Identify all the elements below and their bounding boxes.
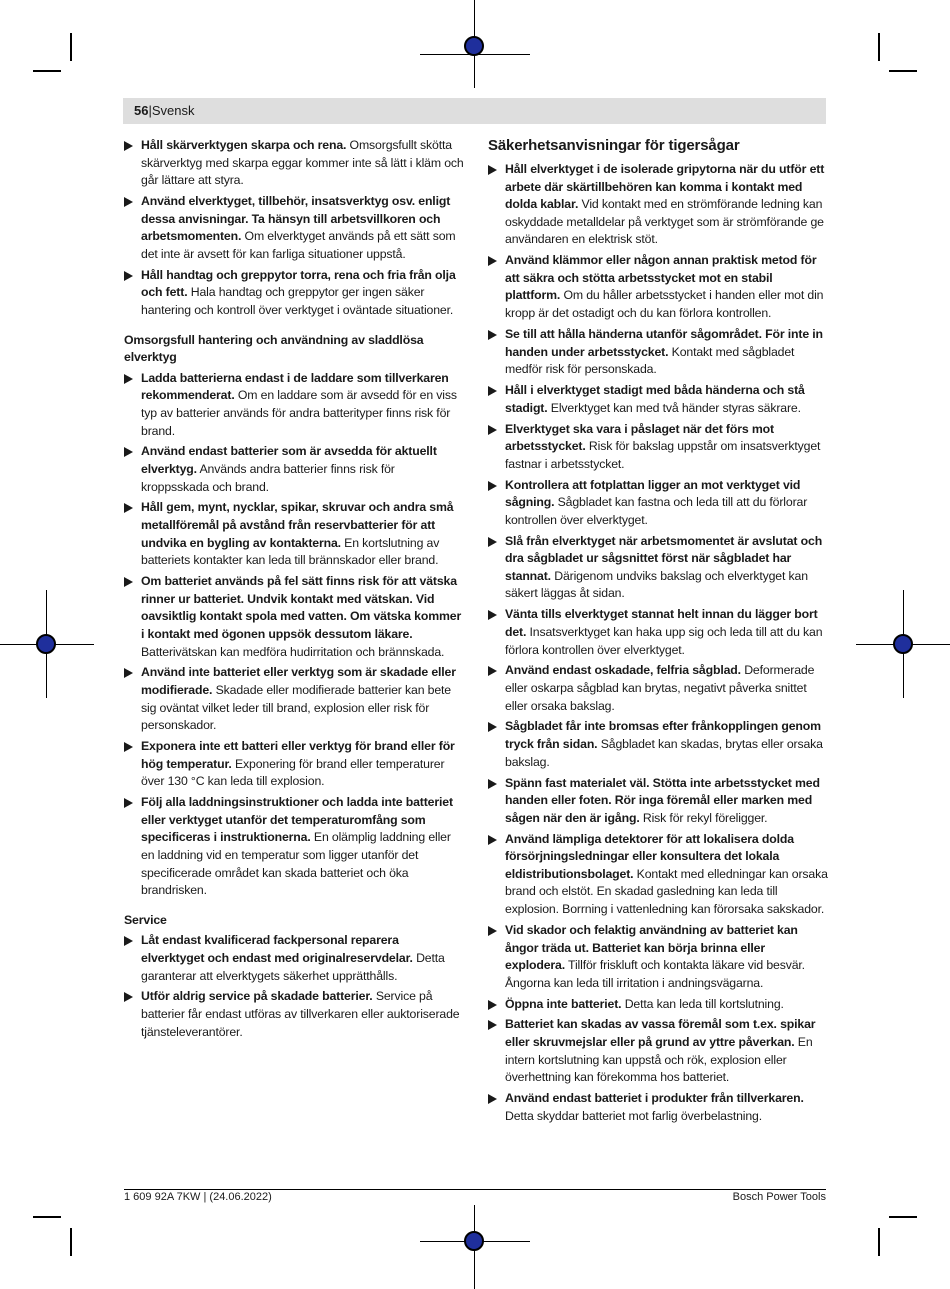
bullet-triangle-icon — [124, 197, 133, 207]
bullet-triangle-icon — [488, 537, 497, 547]
bullet-item — [488, 1016, 828, 1086]
left-group-3 — [124, 932, 464, 1041]
bullet-bold-text: Använd endast oskadade, felfria sågblad. — [505, 663, 741, 678]
bullet-bold-text: Utför aldrig service på skadade batterier. — [141, 989, 373, 1004]
footer-doc-code: 1 609 92A 7KW | (24.06.2022) — [124, 1191, 272, 1203]
left-group-1 — [124, 137, 464, 320]
section-title: Säkerhetsanvisningar för tigersågar — [488, 137, 740, 154]
bullet-item — [488, 161, 828, 249]
page-number: 56 — [134, 103, 149, 118]
bullet-item — [124, 988, 464, 1041]
bullet-body-text: Detta garanterar att elverktygets säkerhet upprätthålls. — [141, 950, 445, 983]
bullet-triangle-icon — [124, 503, 133, 513]
bullet-bold-text: Elverktyget ska vara i påslaget när det förs mot arbetsstycket. — [505, 421, 774, 454]
bullet-item — [488, 662, 828, 715]
crop-mark — [33, 1216, 61, 1218]
bullet-item — [488, 533, 828, 603]
bullet-bold-text: Håll skärverktygen skarpa och rena. — [141, 138, 347, 152]
bullet-item — [124, 738, 464, 791]
bullet-triangle-icon — [488, 481, 497, 491]
bullet-body-text: Sågbladet kan skadas, brytas eller orsaka bakslag. — [505, 737, 823, 769]
bullet-body-text: En olämplig laddning eller en laddning vid en temperatur som ligger utanför det specificerade området kan skada batteriet och öka brandrisken. — [141, 830, 451, 898]
registration-mark-icon — [893, 634, 913, 654]
bullet-bold-text: Vid skador och felaktig användning av batteriet kan ångor träda ut. Batteriet kan börja brinna eller explodera. — [505, 922, 798, 973]
subheading-cordless-tools: Omsorgsfull hantering och användning av sladdlösa elverktyg — [124, 332, 424, 365]
bullet-body-text: En kortslutning av batteriets kontakter kan leda till brännskador eller brand. — [141, 535, 440, 568]
bullet-item — [488, 252, 828, 322]
header-separator: | — [148, 103, 152, 118]
bullet-body-text: Hala handtag och greppytor ger ingen säker hantering och kontroll över verktyget i oväntade situationer. — [141, 285, 454, 317]
bullet-bold-text: Sågbladet får inte bromsas efter frånkopplingen genom tryck från sidan. — [505, 719, 821, 752]
bullet-triangle-icon — [124, 271, 133, 281]
bullet-item — [124, 499, 464, 569]
bullet-body-text: Kontakt med sågbladet medför risk för personskada. — [505, 344, 795, 377]
footer-brand: Bosch Power Tools — [732, 1191, 826, 1203]
bullet-body-text: Vid kontakt med en strömförande ledning kan oskyddade metalldelar på verktyget som är strömförande ge användaren en elektrisk stöt. — [505, 197, 824, 247]
bullet-triangle-icon — [124, 374, 133, 384]
bullet-body-text: Omsorgsfullt skötta skärverktyg med skarpa eggar kommer inte så lätt i kläm och går lättare att styra. — [141, 138, 464, 188]
subheading-service: Service — [124, 912, 167, 927]
bullet-triangle-icon — [488, 256, 497, 266]
bullet-body-text: Exponering för brand eller temperaturer över 130 °C kan leda till explosion. — [141, 756, 445, 789]
bullet-item — [488, 1090, 828, 1125]
bullet-item — [124, 443, 464, 496]
bullet-body-text: Insatsverktyget kan haka upp sig och leda till att du kan förlora kontrollen över elverktyget. — [505, 624, 823, 657]
bullet-bold-text: Använd lämpliga detektorer för att lokalisera dolda försörjningsledningar eller konsultera det lokala eldistributionsbolaget. — [505, 831, 794, 881]
bullet-bold-text: Om batteriet används på fel sätt finns risk för att vätska rinner ur batteriet. Undvik kontakt med vätskan. Vid oavsiktlig kontakt spola med vatten. Om vätska kommer i kontakt med ögonen uppsök dessutom läkare. — [141, 574, 462, 641]
bullet-body-text: Detta skyddar batteriet mot farlig överbelastning. — [505, 1108, 763, 1123]
bullet-body-text: Används andra batterier finns risk för kroppsskada och brand. — [141, 461, 395, 494]
crop-mark — [889, 1216, 917, 1218]
bullet-bold-text: Ladda batterierna endast i de laddare som tillverkaren rekommenderat. — [141, 370, 449, 403]
bullet-bold-text: Använd klämmor eller någon annan praktisk metod för att säkra och stötta arbetsstycket mot en stabil plattform. — [505, 253, 817, 303]
bullet-triangle-icon — [124, 936, 133, 946]
bullet-item — [124, 932, 464, 985]
bullet-item — [488, 326, 828, 379]
bullet-bold-text: Öppna inte batteriet. — [505, 996, 622, 1011]
left-group-2 — [124, 370, 464, 900]
bullet-item — [488, 831, 828, 919]
bullet-item — [124, 794, 464, 900]
bullet-body-text: Om elverktyget används på ett sätt som det inte är avsett för kan farliga situationer uppstå. — [141, 229, 456, 261]
header-language: Svensk — [151, 103, 195, 118]
crop-mark — [889, 70, 917, 72]
page-header — [134, 103, 195, 118]
bullet-body-text: Om en laddare som är avsedd för en viss typ av batterier används för andra batterityper finns risk för brand. — [141, 388, 457, 438]
bullet-triangle-icon — [124, 141, 133, 151]
bullet-bold-text: Håll i elverktyget stadigt med båda händerna och stå stadigt. — [505, 383, 805, 415]
bullet-item — [124, 573, 464, 661]
bullet-triangle-icon — [488, 722, 497, 732]
footer-rule — [124, 1189, 826, 1190]
bullet-item — [124, 664, 464, 734]
bullet-triangle-icon — [488, 425, 497, 435]
crop-mark — [70, 1228, 72, 1256]
bullet-triangle-icon — [124, 447, 133, 457]
bullet-item — [488, 477, 828, 530]
bullet-bold-text: Se till att hålla händerna utanför sågområdet. För inte in handen under arbetsstycket. — [505, 326, 823, 359]
bullet-triangle-icon — [488, 1094, 497, 1104]
bullet-bold-text: Håll elverktyget i de isolerade gripytorna när du utför ett arbete där skärtillbehören kan komma i kontakt med dolda kablar. — [505, 162, 825, 212]
bullet-body-text: Risk för rekyl föreligger. — [639, 810, 768, 825]
bullet-body-text: Skadade eller modifierade batterier kan bete sig oväntat vilket leder till brand, explosion eller risk för personskador. — [141, 683, 451, 733]
crop-mark — [33, 70, 61, 72]
bullet-body-text: Elverktyget kan med två händer styras säkrare. — [547, 400, 801, 415]
bullet-bold-text: Exponera inte ett batteri eller verktyg för brand eller för hög temperatur. — [141, 739, 455, 771]
bullet-triangle-icon — [488, 779, 497, 789]
left-column — [124, 137, 464, 1044]
bullet-body-text: Batterivätskan kan medföra hudirritation och brännskada. — [141, 644, 445, 659]
bullet-bold-text: Håll handtag och greppytor torra, rena och fria från olja och fett. — [141, 267, 456, 300]
bullet-triangle-icon — [488, 386, 497, 396]
bullet-triangle-icon — [488, 666, 497, 676]
bullet-item — [488, 421, 828, 474]
bullet-item — [124, 193, 464, 263]
bullet-item — [488, 922, 828, 992]
bullet-item — [488, 718, 828, 771]
bullet-triangle-icon — [124, 577, 133, 587]
bullet-item — [124, 137, 464, 190]
bullet-bold-text: Slå från elverktyget när arbetsmomentet är avslutat och dra sågbladet ur sågsnittet först när sågbladet har stannat. — [505, 533, 823, 583]
bullet-item — [488, 996, 828, 1014]
registration-mark-icon — [464, 1231, 484, 1251]
bullet-body-text: Tillför friskluft och kontakta läkare vid besvär. Ångorna kan leda till irritation i andningsvägarna. — [505, 958, 805, 990]
bullet-triangle-icon — [488, 165, 497, 175]
right-column — [488, 137, 828, 1129]
bullet-triangle-icon — [124, 742, 133, 752]
bullet-bold-text: Spänn fast materialet väl. Stötta inte arbetsstycket med handen eller foten. Rör inga föremål eller marken med sågen när den är igång. — [505, 775, 820, 825]
bullet-bold-text: Använd endast batterier som är avsedda för aktuellt elverktyg. — [141, 444, 437, 476]
bullet-triangle-icon — [124, 668, 133, 678]
bullet-triangle-icon — [488, 330, 497, 340]
bullet-bold-text: Kontrollera att fotplattan ligger an mot verktyget vid sågning. — [505, 477, 801, 510]
bullet-triangle-icon — [488, 926, 497, 936]
bullet-item — [488, 775, 828, 828]
bullet-bold-text: Håll gem, mynt, nycklar, spikar, skruvar och andra små metallföremål på avstånd från reservbatterier för att undvika en bygling av kontakterna. — [141, 500, 454, 550]
bullet-triangle-icon — [124, 992, 133, 1002]
crop-mark — [70, 33, 72, 61]
right-group — [488, 161, 828, 1125]
bullet-body-text: Kontakt med elledningar kan orsaka brand och elstöt. En skadad gasledning kan leda till explosion. Borrning i vattenledning kan förorsaka sakskador. — [505, 866, 828, 917]
bullet-bold-text: Använd endast batteriet i produkter från tillverkaren. — [505, 1091, 804, 1106]
bullet-triangle-icon — [488, 610, 497, 620]
bullet-bold-text: Använd elverktyget, tillbehör, insatsverktyg osv. enligt dessa anvisningar. Ta hänsyn till arbetsvillkoren och arbetsmomenten. — [141, 194, 451, 244]
crop-mark — [878, 1228, 880, 1256]
bullet-body-text: Om du håller arbetsstycket i handen eller mot din kropp är det ostadigt och du kan förlora kontrollen. — [505, 288, 824, 321]
bullet-item — [124, 267, 464, 320]
bullet-triangle-icon — [488, 1020, 497, 1030]
bullet-body-text: Risk för bakslag uppstår om insatsverktyget fastnar i arbetsstycket. — [505, 439, 821, 471]
bullet-triangle-icon — [488, 835, 497, 845]
bullet-bold-text: Använd inte batteriet eller verktyg som är skadade eller modifierade. — [141, 665, 456, 697]
bullet-triangle-icon — [488, 1000, 497, 1010]
registration-mark-icon — [36, 634, 56, 654]
bullet-body-text: Service på batterier får endast utföras av tillverkaren eller auktoriserade tjänsteleverantörer. — [141, 989, 460, 1039]
bullet-bold-text: Följ alla laddningsinstruktioner och ladda inte batteriet eller verktyget utanför det temperaturomfång som specificeras i instruktionerna. — [141, 795, 453, 845]
bullet-item — [488, 606, 828, 659]
page-header-bar — [123, 98, 826, 124]
bullet-triangle-icon — [124, 798, 133, 808]
bullet-body-text: Deformerade eller oskarpa sågblad kan brytas, negativt påverka snittet eller orsaka bakslag. — [505, 663, 815, 713]
bullet-body-text: Därigenom undviks bakslag och elverktyget kan säkert läggas åt sidan. — [505, 568, 808, 601]
crop-mark — [878, 33, 880, 61]
bullet-bold-text: Vänta tills elverktyget stannat helt innan du lägger bort det. — [505, 607, 818, 639]
bullet-body-text: Detta kan leda till kortslutning. — [621, 996, 784, 1011]
bullet-bold-text: Batteriet kan skadas av vassa föremål som t.ex. spikar eller skruvmejslar eller på grund av yttre påverkan. — [505, 1017, 816, 1050]
bullet-item — [124, 370, 464, 440]
bullet-item — [488, 382, 828, 417]
bullet-bold-text: Låt endast kvalificerad fackpersonal reparera elverktyget och endast med originalreservdelar. — [141, 933, 413, 965]
bullet-body-text: Sågbladet kan fastna och leda till att du förlorar kontrollen över elverktyget. — [505, 495, 808, 527]
bullet-body-text: En intern kortslutning kan uppstå och rök, explosion eller överhettning kan förekomma hos batteriet. — [505, 1035, 813, 1085]
registration-mark-icon — [464, 36, 484, 56]
